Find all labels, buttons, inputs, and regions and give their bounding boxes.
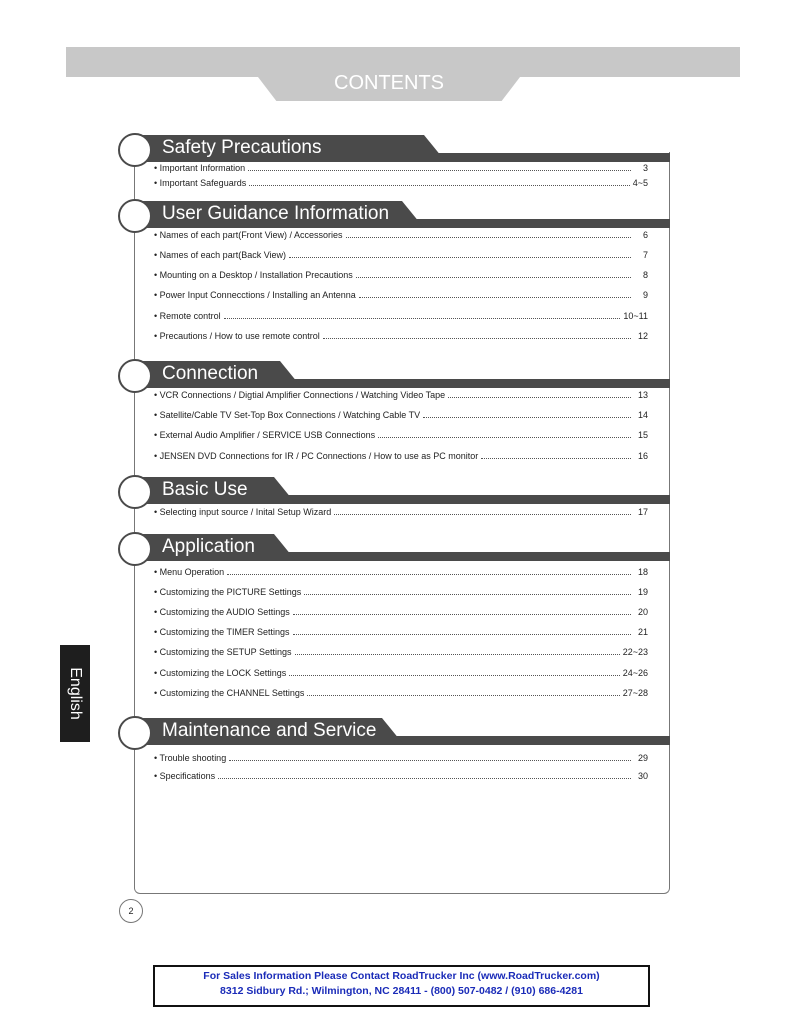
language-label: English: [67, 667, 84, 720]
toc-section: [118, 359, 670, 461]
toc-section: [118, 475, 670, 517]
toc-entry-text: • Customizing the TIMER Settings: [154, 627, 290, 637]
toc-entry-page: 4~5: [632, 178, 648, 188]
dot-leader: [359, 297, 631, 298]
toc-entry-page: 17: [637, 507, 648, 517]
section-title: Application: [162, 536, 255, 557]
toc-entry-text: • Customizing the AUDIO Settings: [154, 607, 290, 617]
sales-contact-box: [153, 965, 650, 1007]
dot-leader: [423, 417, 631, 418]
dot-leader: [307, 695, 619, 696]
toc-entry-page: 18: [637, 567, 648, 577]
section-title: Maintenance and Service: [162, 720, 377, 741]
section-bullet-circle: [118, 359, 152, 393]
toc-entry-text: • Names of each part(Front View) / Accessories: [154, 230, 343, 240]
dot-leader: [304, 594, 631, 595]
toc-entry-text: • VCR Connections / Digtial Amplifier Connections / Watching Video Tape: [154, 390, 446, 400]
section-bullet-circle: [118, 199, 152, 233]
dot-leader: [448, 397, 631, 398]
toc-entry-text: • Customizing the PICTURE Settings: [154, 587, 302, 597]
toc-entry[interactable]: [154, 409, 648, 421]
sales-contact-line2: 8312 Sidbury Rd.; Wilmington, NC 28411 - (800) 507-0482 / (910) 686-4281: [220, 985, 583, 997]
dot-leader: [293, 634, 631, 635]
toc-entry[interactable]: [154, 310, 648, 322]
toc-entry-page: 27~28: [622, 688, 648, 698]
toc-entry-page: 20: [637, 607, 648, 617]
toc-entry-text: • Precautions / How to use remote control: [154, 331, 320, 341]
toc-entry[interactable]: [154, 330, 648, 342]
toc-entry-text: • Satellite/Cable TV Set-Top Box Connections / Watching Cable TV: [154, 410, 421, 420]
section-header: [118, 475, 670, 509]
toc-entry-text: • Customizing the SETUP Settings: [154, 647, 292, 657]
toc-entry-text: • Mounting on a Desktop / Installation Precautions: [154, 270, 353, 280]
page-title: CONTENTS: [334, 72, 444, 94]
section-bullet-circle: [118, 716, 152, 750]
dot-leader: [224, 318, 621, 319]
toc-entry-page: 3: [642, 163, 648, 173]
toc-entry[interactable]: [154, 646, 648, 658]
section-title: Basic Use: [162, 479, 248, 500]
dot-leader: [295, 654, 620, 655]
dot-leader: [356, 277, 631, 278]
section-header: [118, 716, 670, 750]
section-header: [118, 532, 670, 566]
toc-entry[interactable]: [154, 249, 648, 261]
toc-entry[interactable]: [154, 450, 648, 462]
toc-entry-text: • Trouble shooting: [154, 753, 227, 763]
dot-leader: [229, 760, 631, 761]
toc-entry-text: • Remote control: [154, 311, 221, 321]
toc-entry-page: 9: [642, 290, 648, 300]
dot-leader: [293, 614, 631, 615]
section-header: [118, 199, 670, 233]
dot-leader: [289, 675, 620, 676]
section-header: [118, 359, 670, 393]
dot-leader: [248, 170, 631, 171]
dot-leader: [227, 574, 631, 575]
section-bullet-circle: [118, 532, 152, 566]
toc-entry[interactable]: [154, 586, 648, 598]
toc-section: [118, 133, 670, 188]
dot-leader: [323, 338, 631, 339]
toc-entry[interactable]: [154, 687, 648, 699]
toc-entry-page: 6: [642, 230, 648, 240]
section-title: Connection: [162, 363, 259, 384]
page-number: 2: [119, 899, 143, 923]
toc-entry-page: 12: [637, 331, 648, 341]
toc-entry[interactable]: [154, 389, 648, 401]
toc-entry[interactable]: [154, 177, 648, 189]
toc-entry[interactable]: [154, 429, 648, 441]
toc-entry-page: 8: [642, 270, 648, 280]
toc-entry[interactable]: [154, 770, 648, 782]
toc-entry-page: 30: [637, 771, 648, 781]
toc-entry[interactable]: [154, 626, 648, 638]
toc-entry-text: • Power Input Connecctions / Installing an Antenna: [154, 290, 356, 300]
toc-entry-text: • Customizing the CHANNEL Settings: [154, 688, 305, 698]
toc-entry[interactable]: [154, 667, 648, 679]
toc-entry[interactable]: [154, 229, 648, 241]
toc-entry[interactable]: [154, 162, 648, 174]
section-bullet-circle: [118, 475, 152, 509]
toc-entry-page: 7: [642, 250, 648, 260]
toc-entry-page: 14: [637, 410, 648, 420]
toc-entry-page: 22~23: [622, 647, 648, 657]
sales-contact-line1: For Sales Information Please Contact RoadTrucker Inc (www.RoadTrucker.com): [203, 970, 600, 982]
toc-entry-page: 10~11: [623, 311, 648, 321]
toc-entry-text: • Selecting input source / Inital Setup Wizard: [154, 507, 332, 517]
dot-leader: [289, 257, 631, 258]
dot-leader: [334, 514, 631, 515]
toc-entry-text: • Names of each part(Back View): [154, 250, 287, 260]
toc-entry-page: 16: [637, 451, 648, 461]
toc-section: [118, 716, 670, 781]
toc-entry[interactable]: [154, 269, 648, 281]
dot-leader: [249, 185, 630, 186]
toc-entry[interactable]: [154, 566, 648, 578]
section-title: Safety Precautions: [162, 137, 322, 158]
toc-entry[interactable]: [154, 606, 648, 618]
toc-section: [118, 532, 670, 698]
toc-entry-text: • Specifications: [154, 771, 216, 781]
dot-leader: [218, 778, 631, 779]
dot-leader: [481, 458, 631, 459]
toc-entry[interactable]: [154, 289, 648, 301]
toc-entry-page: 29: [637, 753, 648, 763]
toc-entry-text: • External Audio Amplifier / SERVICE USB Connections: [154, 430, 376, 440]
toc-entry-page: 19: [637, 587, 648, 597]
toc-entry-page: 24~26: [622, 668, 648, 678]
toc-entry-text: • JENSEN DVD Connections for IR / PC Connections / How to use as PC monitor: [154, 451, 479, 461]
toc-entry-text: • Menu Operation: [154, 567, 225, 577]
toc-entry[interactable]: [154, 752, 648, 764]
dot-leader: [378, 437, 631, 438]
dot-leader: [346, 237, 631, 238]
toc-section: [118, 199, 670, 341]
toc-entry-page: 13: [637, 390, 648, 400]
toc-entry-text: • Customizing the LOCK Settings: [154, 668, 287, 678]
section-title: User Guidance Information: [162, 203, 390, 224]
section-bullet-circle: [118, 133, 152, 167]
contents-frame: [134, 152, 670, 894]
toc-entry-text: • Important Safeguards: [154, 178, 247, 188]
toc-entry-text: • Important Information: [154, 163, 246, 173]
toc-entry-page: 21: [637, 627, 648, 637]
toc-entry-page: 15: [637, 430, 648, 440]
toc-entry[interactable]: [154, 506, 648, 518]
